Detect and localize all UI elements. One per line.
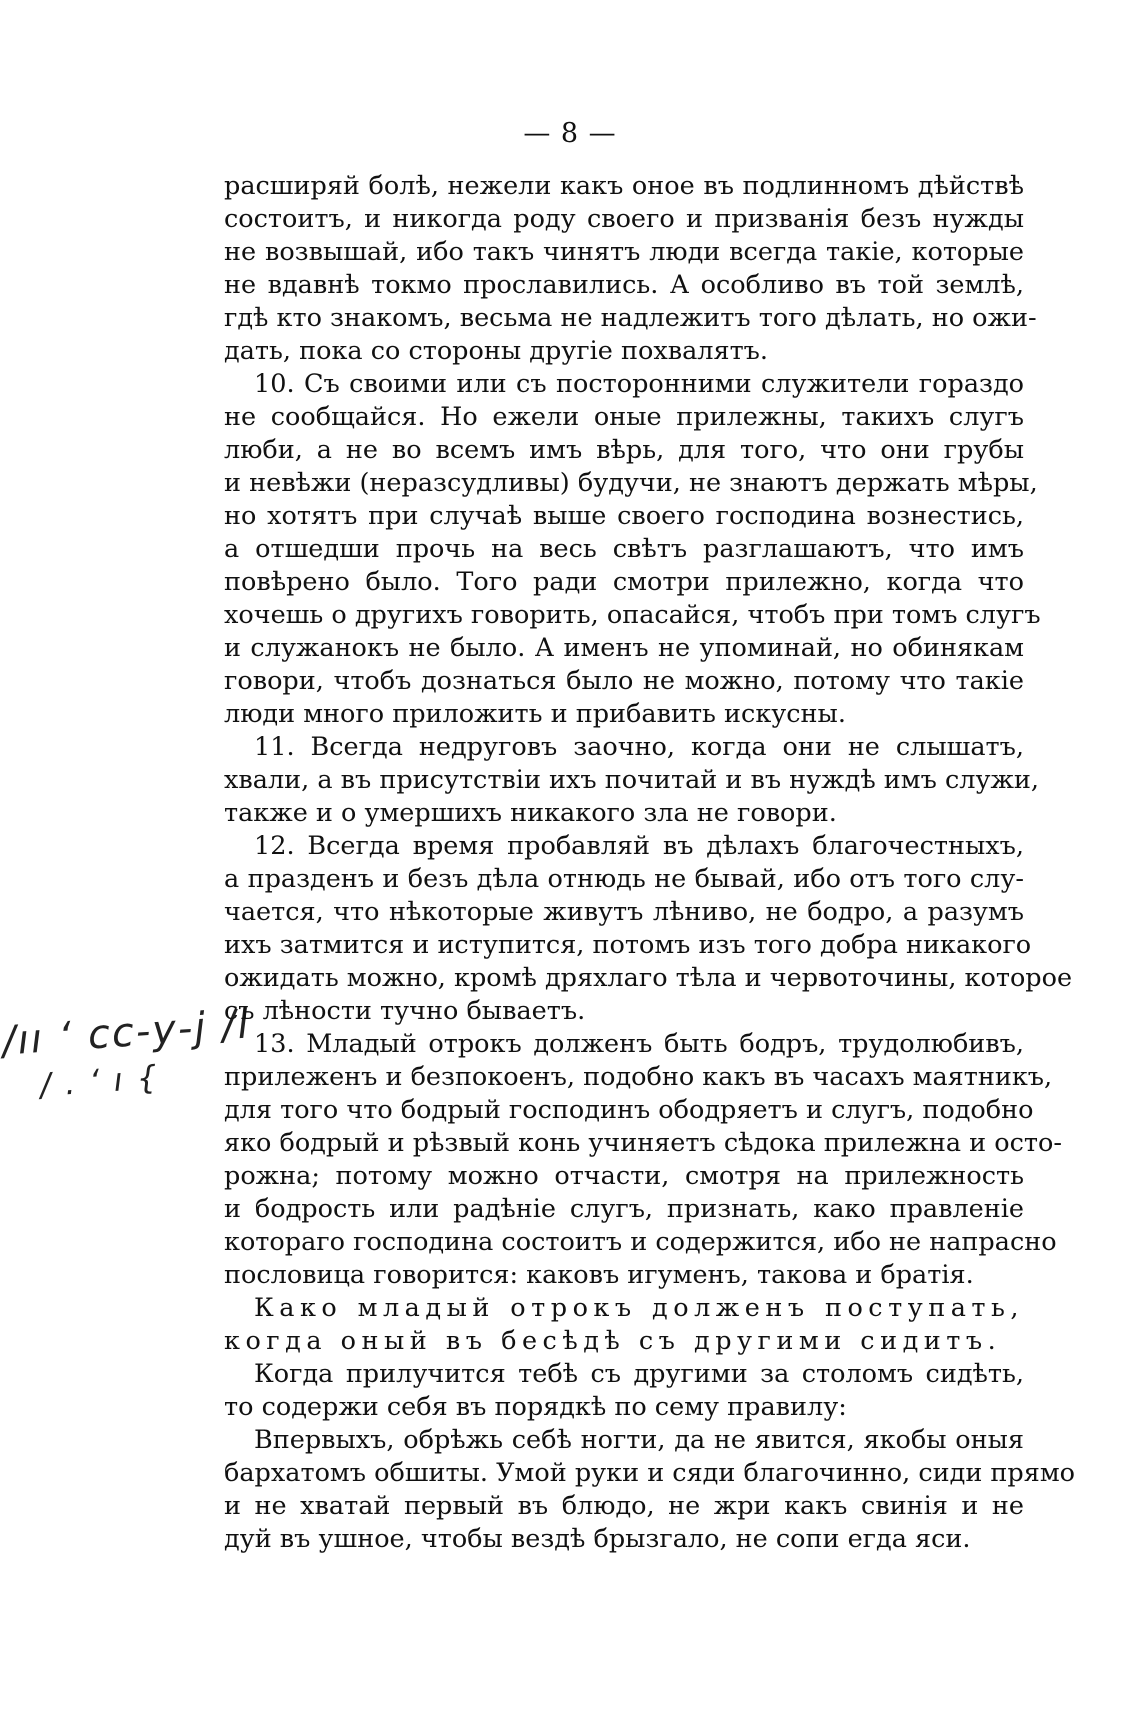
- text-line: прилеженъ и безпокоенъ, подобно какъ въ часахъ маятникъ,: [224, 1062, 1053, 1092]
- text-line: Впервыхъ, обрѣжь себѣ ногти, да не явится, якобы оныя: [254, 1425, 1024, 1455]
- text-line: гдѣ кто знакомъ, весьма не надлежитъ того дѣлать, но ожи-: [224, 303, 1037, 333]
- text-line: также и о умершихъ никакого зла не говори.: [224, 798, 837, 828]
- text-line: состоитъ, и никогда роду своего и призванія безъ нужды: [224, 204, 1024, 234]
- text-line: 13. Младый отрокъ долженъ быть бодръ, трудолюбивъ,: [254, 1029, 1024, 1059]
- text-line: для того что бодрый господинъ ободряетъ и слугъ, подобно: [224, 1095, 1034, 1125]
- paragraph-p15: [224, 1424, 1076, 1556]
- marginalia-line-1: /ıı ʻ сс-у-ј /l: [0, 1001, 253, 1065]
- text-line: люди много приложить и прибавить искусны.: [224, 699, 846, 729]
- marginalia-line-2: / . ʻ ı {: [38, 1057, 161, 1105]
- text-line: говори, чтобъ дознаться было не можно, потому что такіе: [224, 666, 1024, 696]
- text-line: а отшедши прочь на весь свѣтъ разглашаютъ, что имъ: [224, 534, 1024, 564]
- text-line: 12. Всегда время пробавляй въ дѣлахъ благочестныхъ,: [254, 831, 1024, 861]
- text-line: и не хватай первый въ блюдо, не жри какъ свинія и не: [224, 1491, 1024, 1521]
- paragraph-p14: [224, 1358, 1024, 1424]
- text-line: рожна; потому можно отчасти, смотря на прилежность: [224, 1161, 1024, 1191]
- text-line: Како младый отрокъ долженъ поступать,: [254, 1293, 1024, 1323]
- text-line: хвали, а въ присутствіи ихъ почитай и въ нуждѣ имъ служи,: [224, 765, 1040, 795]
- text-line: съ лѣности тучно бываетъ.: [224, 996, 586, 1026]
- text-line: Когда прилучится тебѣ съ другими за столомъ сидѣть,: [254, 1359, 1024, 1389]
- text-line: дуй въ ушное, чтобы вездѣ брызгало, не сопи егда яси.: [224, 1524, 971, 1554]
- text-line: не возвышай, ибо такъ чинятъ люди всегда такіе, которые: [224, 237, 1024, 267]
- text-line: и бодрость или радѣніе слугъ, признать, како правленіе: [224, 1194, 1024, 1224]
- text-line: пословица говорится: каковъ игуменъ, такова и братія.: [224, 1260, 974, 1290]
- section-heading: [224, 1292, 1024, 1358]
- text-line: но хотятъ при случаѣ выше своего господина вознестись,: [224, 501, 1024, 531]
- paragraph-p12: [224, 830, 1073, 1028]
- text-line: когда оный въ бесѣдѣ съ другими сидитъ.: [224, 1326, 1002, 1356]
- text-line: и невѣжи (неразсудливы) будучи, не знаютъ держать мѣры,: [224, 468, 1038, 498]
- text-line: не вдавнѣ токмо прославились. А особливо въ той землѣ,: [224, 270, 1024, 300]
- text-line: чается, что нѣкоторые живутъ лѣниво, не бодро, а разумъ: [224, 897, 1024, 927]
- text-line: а празденъ и безъ дѣла отнюдь не бывай, ибо отъ того слу-: [224, 864, 1024, 894]
- text-line: повѣрено было. Того ради смотри прилежно, когда что: [224, 567, 1024, 597]
- text-line: и служанокъ не было. А именъ не упоминай, но обинякам: [224, 633, 1024, 663]
- text-line: 10. Съ своими или съ посторонними служители гораздо: [254, 369, 1024, 399]
- paragraph-p10: [224, 368, 1041, 731]
- text-line: то содержи себя въ порядкѣ по сему правилу:: [224, 1392, 847, 1422]
- text-line: расширяй болѣ, нежели какъ оное въ подлинномъ дѣйствѣ: [224, 171, 1024, 201]
- paragraph-p1: [224, 170, 1037, 368]
- paragraph-p11: [224, 731, 1040, 830]
- body-text: [224, 170, 1076, 1556]
- text-line: дать, пока со стороны другіе похвалятъ.: [224, 336, 769, 366]
- text-line: ожидать можно, кромѣ дряхлаго тѣла и червоточины, которое: [224, 963, 1073, 993]
- text-line: бархатомъ обшиты. Умой руки и сяди благочинно, сиди прямо: [224, 1458, 1076, 1488]
- text-line: не сообщайся. Но ежели оные прилежны, такихъ слугъ: [224, 402, 1024, 432]
- text-line: ихъ затмится и иступится, потомъ изъ того добра никакого: [224, 930, 1032, 960]
- page-number: — 8 —: [523, 118, 617, 149]
- handwritten-marginalia: [0, 1001, 253, 1130]
- paragraph-p13: [224, 1028, 1062, 1292]
- text-line: люби, а не во всемъ имъ вѣрь, для того, что они грубы: [224, 435, 1024, 465]
- text-line: 11. Всегда недруговъ заочно, когда они не слышатъ,: [254, 732, 1024, 762]
- text-line: хочешь о другихъ говорить, опасайся, чтобъ при томъ слугъ: [224, 600, 1041, 630]
- text-line: котораго господина состоитъ и содержится, ибо не напрасно: [224, 1227, 1057, 1257]
- text-line: яко бодрый и рѣзвый конь учиняетъ сѣдока прилежна и осто-: [224, 1128, 1062, 1158]
